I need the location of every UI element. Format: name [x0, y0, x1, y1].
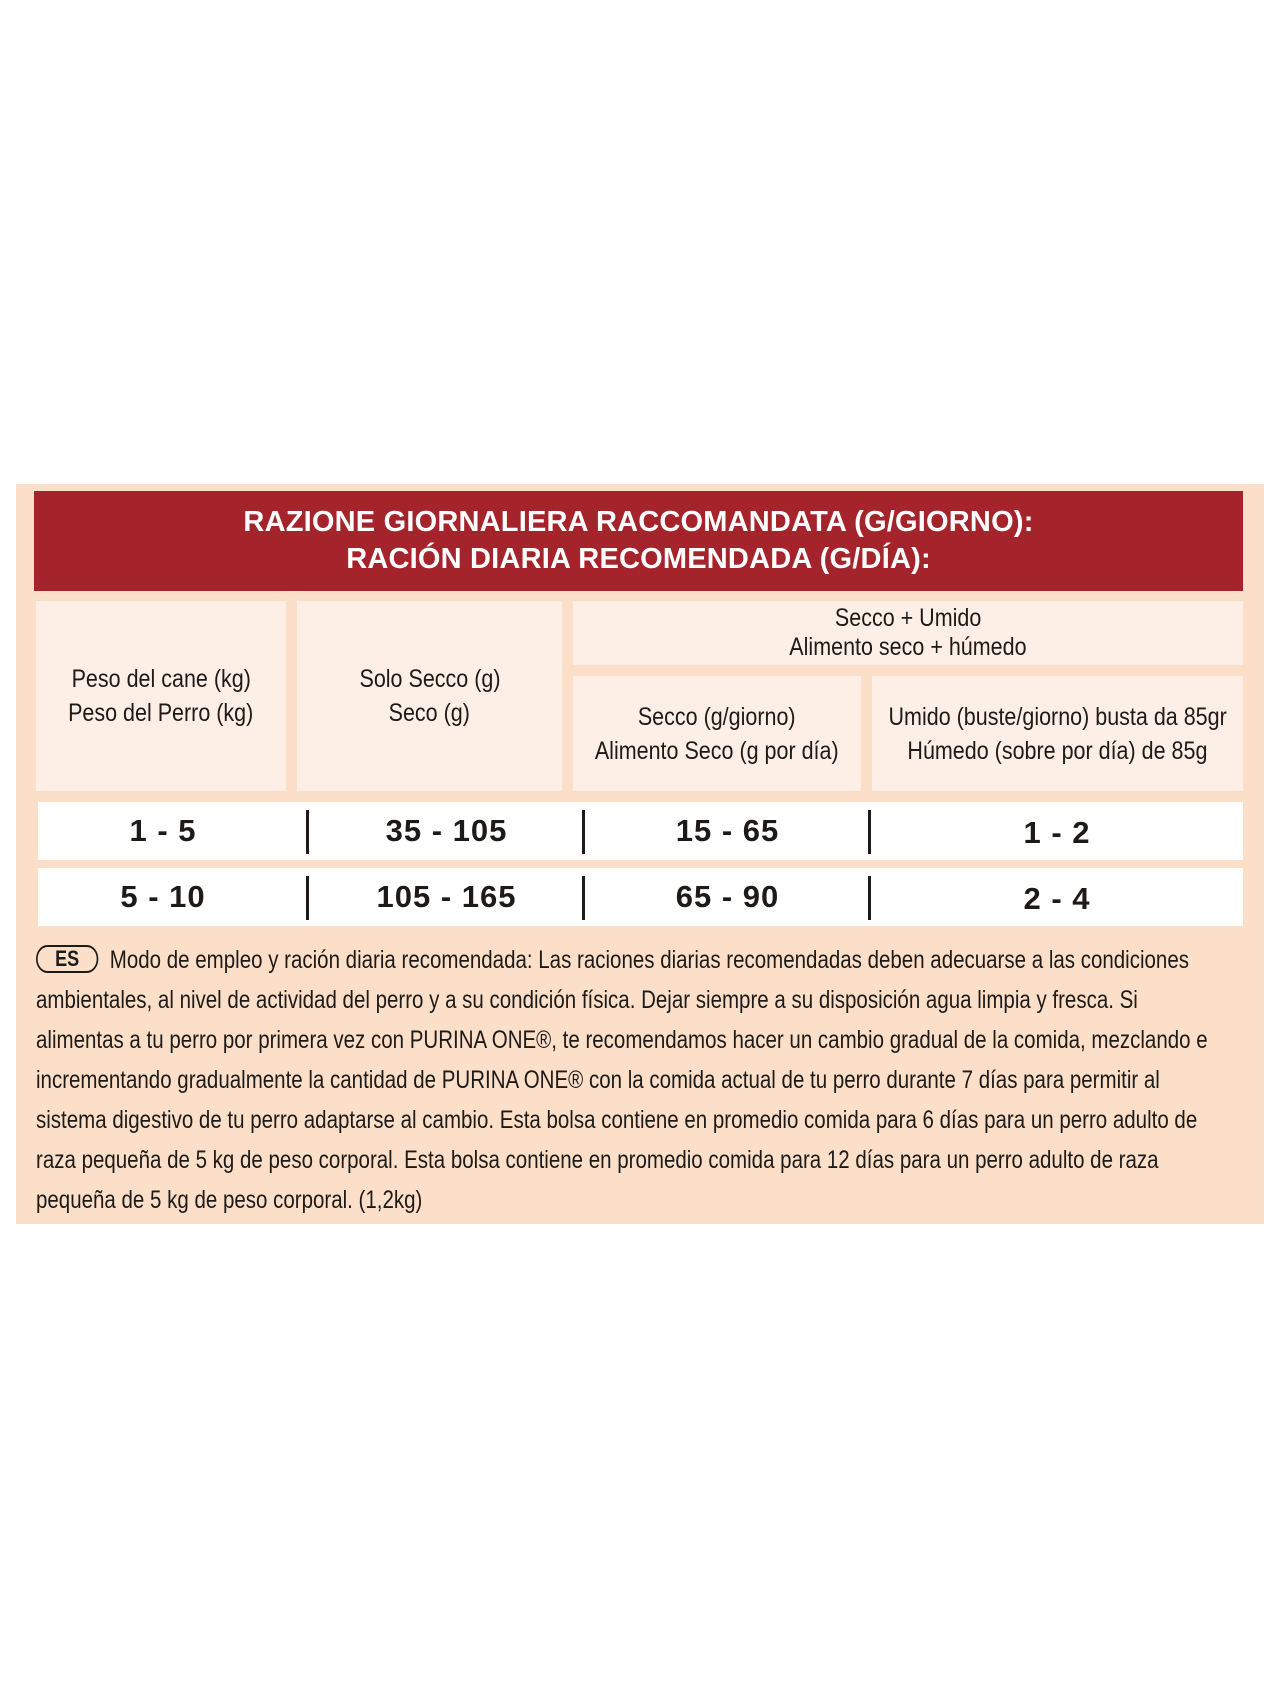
table-row [38, 802, 1243, 860]
notes-line: raza pequeña de 5 kg de peso corporal. Esta bolsa contiene en promedio comida para 12 días para un perro adulto de raza [36, 1146, 1159, 1174]
title-spanish: RACIÓN DIARIA RECOMENDADA (G/DÍA): [346, 543, 931, 575]
cell-weight: 1 - 5 [129, 813, 197, 848]
header-mixed-wet [872, 676, 1243, 791]
header-mixed-wet-spanish: Húmedo (sobre por día) de 85g [907, 736, 1208, 765]
notes-line: pequeña de 5 kg de peso corporal. (1,2kg) [36, 1186, 423, 1214]
usage-instructions [36, 940, 1256, 1220]
header-mixed-wet-italian: Umido (buste/giorno) busta da 85gr [888, 702, 1227, 731]
cell-mixed-wet: 2 - 4 [1023, 881, 1091, 916]
notes-line: sistema digestivo de tu perro adaptarse al cambio. Esta bolsa contiene en promedio comida para 6 días para un perro adulto de [36, 1106, 1198, 1134]
header-mixed-dry-spanish: Alimento Seco (g por día) [595, 736, 839, 765]
notes-line-text: Modo de empleo y ración diaria recomendada: Las raciones diarias recomendadas deben adecuarse a las condiciones [109, 946, 1189, 974]
feeding-guide-panel [16, 484, 1264, 1224]
cell-mixed-dry: 15 - 65 [675, 813, 780, 848]
table-row [38, 868, 1243, 926]
header-mixed-dry [573, 676, 861, 791]
header-mixed [573, 601, 1243, 665]
cell-weight: 5 - 10 [120, 879, 206, 914]
header-mixed-spanish: Alimento seco + húmedo [789, 633, 1027, 661]
notes-line: incrementando gradualmente la cantidad de PURINA ONE® con la comida actual de tu perro durante 7 días para permitir al [36, 1066, 1160, 1094]
header-dry-only-spanish: Seco (g) [388, 699, 471, 727]
feeding-guide-title [34, 491, 1243, 591]
header-mixed-dry-italian: Secco (g/giorno) [638, 702, 796, 731]
language-badge: ES [36, 945, 98, 973]
header-dry-only-italian: Solo Secco (g) [358, 665, 501, 693]
header-weight [36, 601, 286, 791]
title-italian: RAZIONE GIORNALIERA RACCOMANDATA (G/GIORNO): [243, 506, 1034, 538]
header-weight-spanish: Peso del Perro (kg) [68, 699, 254, 727]
notes-line [36, 940, 1189, 980]
notes-line: alimentas a tu perro por primera vez con PURINA ONE®, te recomendamos hacer un cambio gradual de la comida, mezclando e [36, 1026, 1208, 1054]
header-mixed-italian: Secco + Umido [834, 604, 982, 632]
cell-mixed-wet: 1 - 2 [1023, 815, 1091, 850]
header-dry-only [297, 601, 562, 791]
cell-mixed-dry: 65 - 90 [675, 879, 780, 914]
header-weight-italian: Peso del cane (kg) [71, 665, 251, 693]
cell-dry-only: 35 - 105 [385, 813, 508, 848]
notes-line: ambientales, al nivel de actividad del perro y a su condición física. Dejar siempre a su disposición agua limpia y fresca. Si [36, 986, 1138, 1014]
cell-dry-only: 105 - 165 [376, 879, 517, 914]
